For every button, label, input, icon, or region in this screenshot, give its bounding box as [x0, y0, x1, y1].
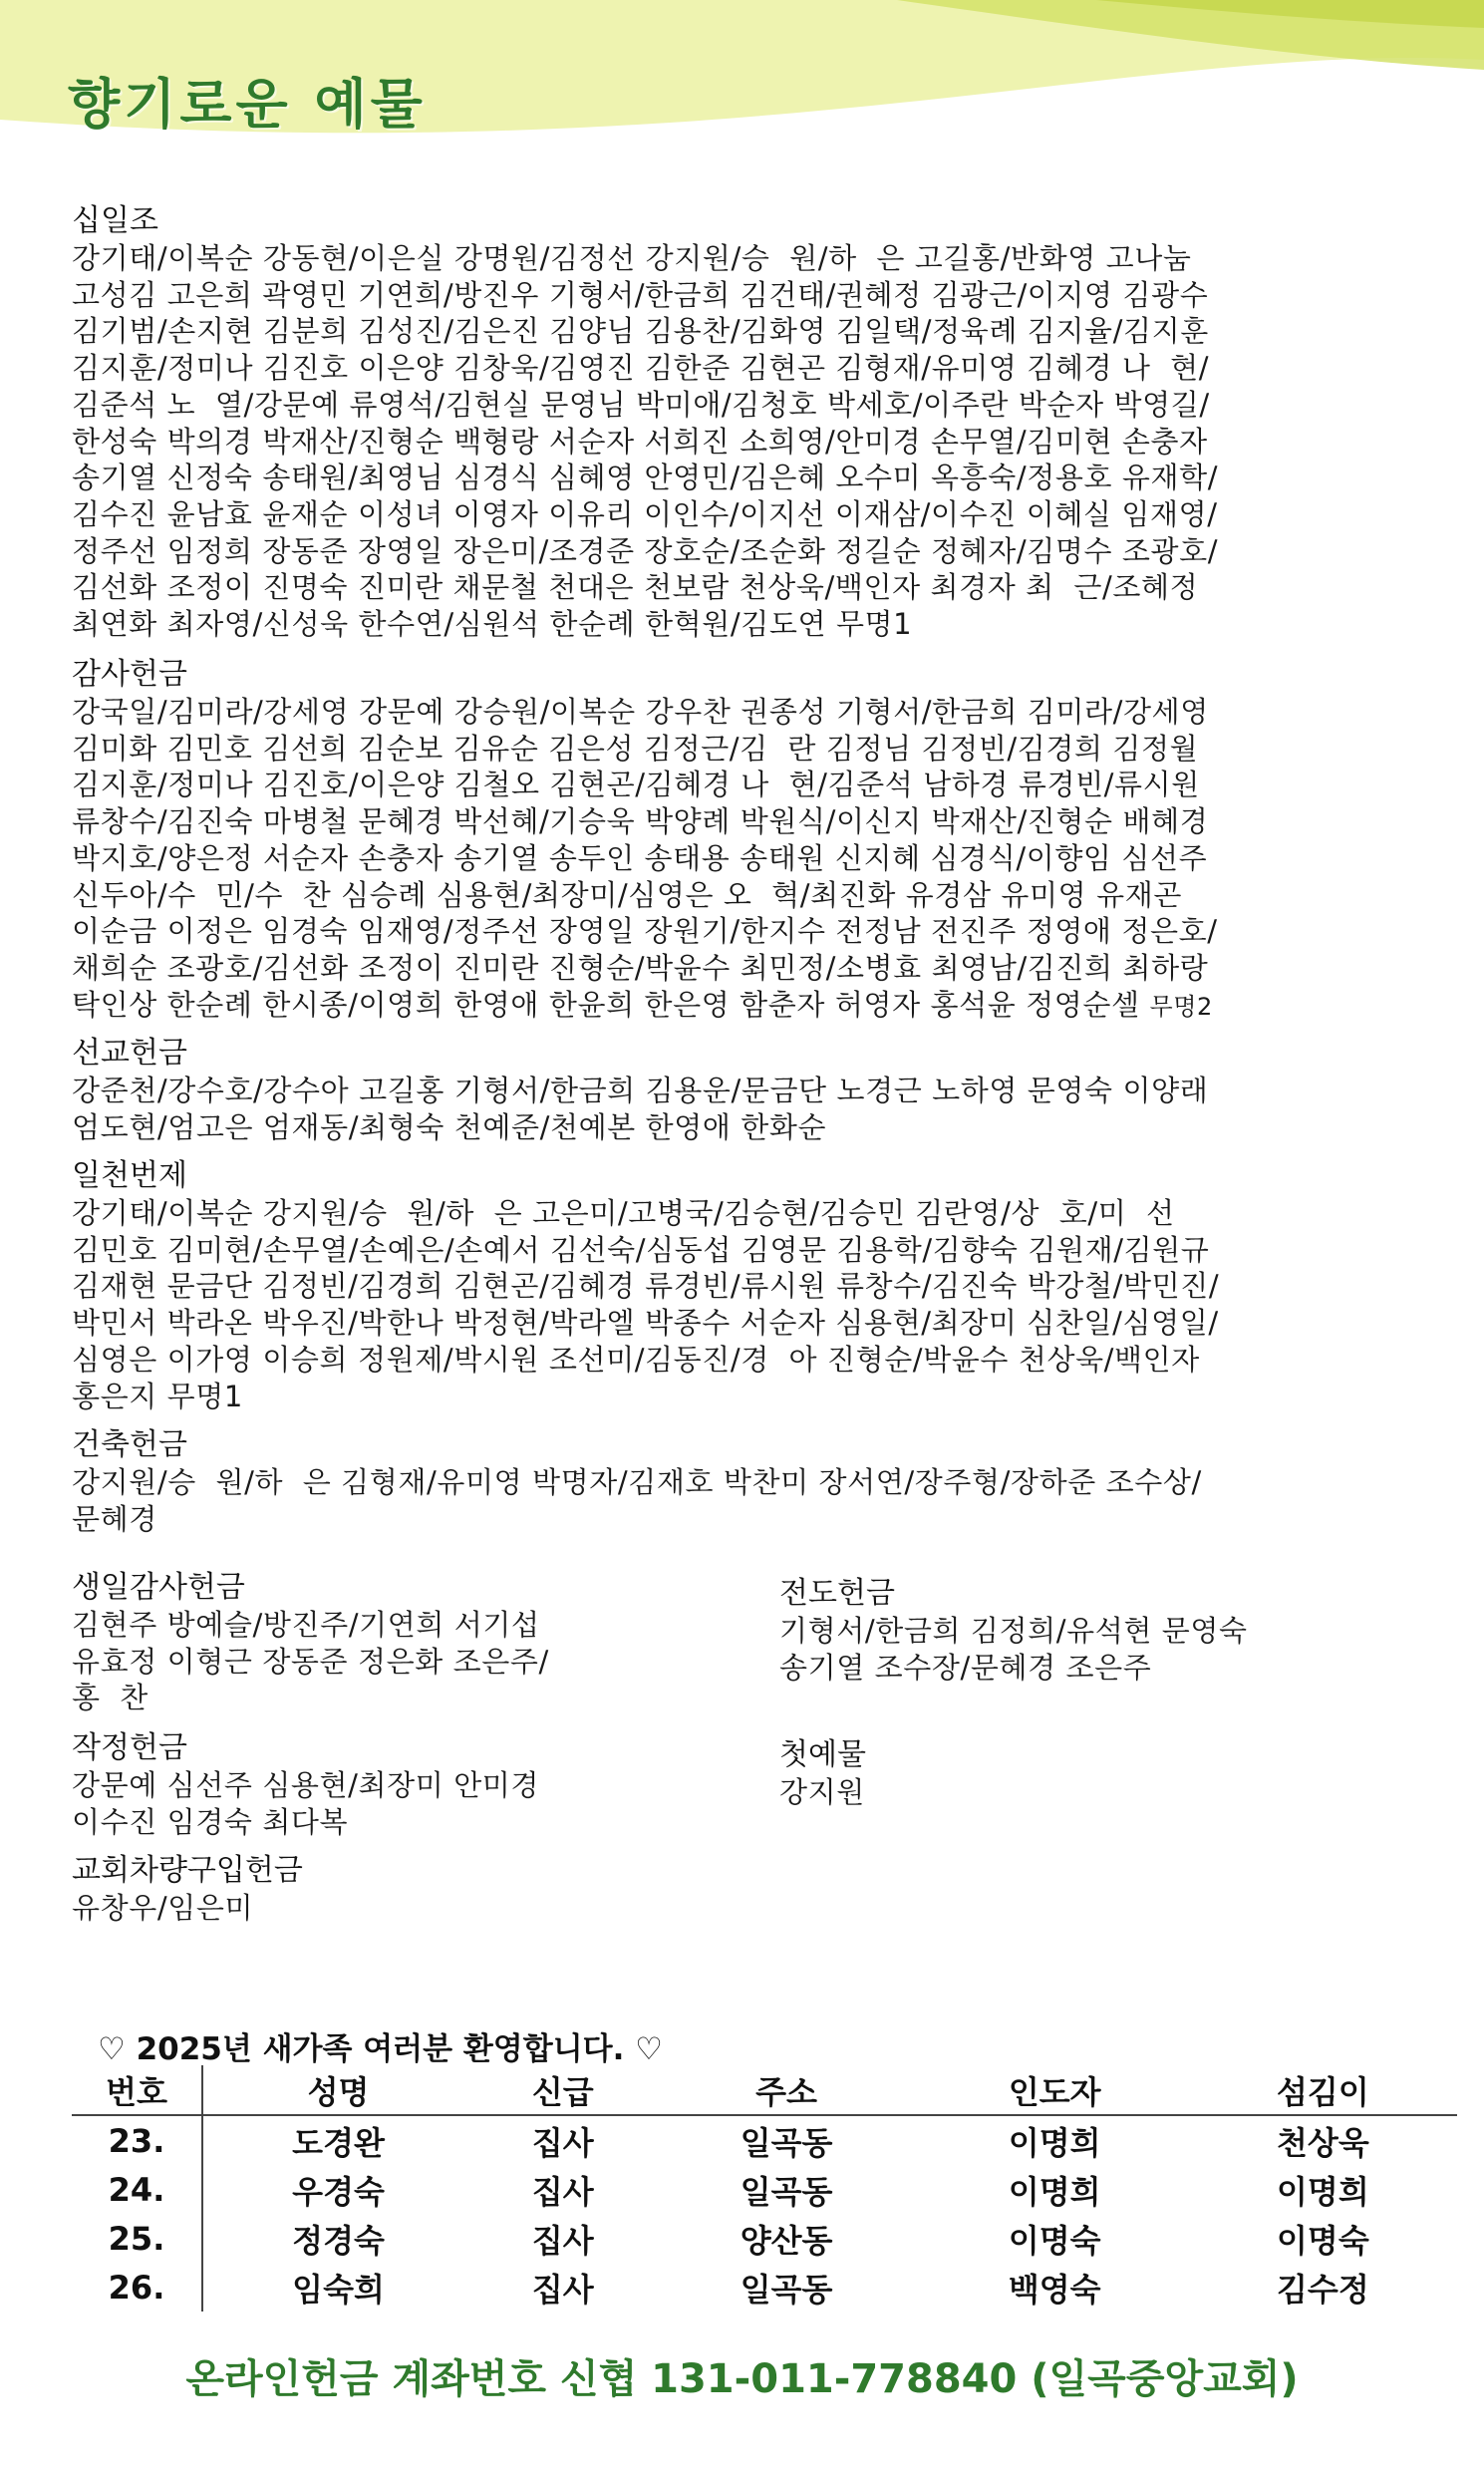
name-line: 문혜경 [72, 1501, 157, 1536]
name-line: 김민호 김미현/손무열/손예은/손예서 김선숙/심동섭 김영문 김용학/김향숙 김원재/김원규 [72, 1232, 1210, 1267]
section-mission [72, 1035, 1208, 1145]
table-cell: 김수정 [1277, 2270, 1369, 2309]
column-header: 신급 [473, 2065, 652, 2115]
table-cell: 일곡동 [740, 2123, 833, 2162]
name-line: 류창수/김진숙 마병철 문혜경 박선혜/기승욱 박양례 박원식/이신지 박재산/진형순 배혜경 [72, 804, 1209, 839]
new-family-table [72, 2065, 1457, 2312]
table-cell: 24. [72, 2165, 202, 2214]
section-vehicle [72, 1852, 303, 1927]
name-line: 송기열 신정숙 송태원/최영님 심경식 심혜영 안영민/김은혜 오수미 옥흥숙/정용호 유재학/ [72, 461, 1219, 495]
name-line: 박민서 박라온 박우진/박한나 박정현/박라엘 박종수 서순자 심용현/최장미 심찬일/심영일/ [72, 1306, 1219, 1341]
name-line: 채희순 조광호/김선화 조정이 진미란 진형순/박윤수 최민정/소병효 최영남/김진희 최하랑 [72, 950, 1209, 985]
section-tithe [72, 202, 1218, 643]
online-offering-account: 온라인헌금 계좌번호 신협 131-011-778840 (일곡중앙교회) [185, 2356, 1299, 2402]
name-line: 유효정 이형근 장동준 정은화 조은주/ [72, 1644, 549, 1679]
name-line: 김현주 방예슬/방진주/기연희 서기섭 [72, 1608, 540, 1642]
section-title: 생일감사헌금 [72, 1570, 245, 1605]
table-cell: 26. [72, 2263, 202, 2312]
name-line: 한성숙 박의경 박재산/진형순 백형랑 서순자 서희진 소희영/안미경 손무열/김미현 손충자 [72, 424, 1208, 459]
section-title: 감사헌금 [72, 657, 187, 692]
column-header: 번호 [72, 2065, 202, 2115]
name-line: 강지원/승 원/하 은 김형재/유미영 박명자/김재호 박찬미 장서연/장주형/장하준 조수상/ [72, 1465, 1202, 1499]
table-row [72, 2165, 1457, 2214]
section-evangelism [779, 1575, 1248, 1686]
name-line: 강지원 [779, 1775, 865, 1809]
section-title: 작정헌금 [72, 1730, 187, 1765]
table-cell: 정경숙 [292, 2221, 385, 2260]
name-line: 엄도현/엄고은 엄재동/최형숙 천예준/천예본 한영애 한화순 [72, 1109, 827, 1144]
table-cell: 임숙희 [292, 2270, 385, 2309]
column-header: 인도자 [921, 2065, 1189, 2115]
section-building [72, 1426, 1202, 1537]
name-line: 홍은지 무명1 [72, 1379, 243, 1413]
table-cell: 도경완 [292, 2123, 385, 2162]
section-one-thousand [72, 1157, 1219, 1414]
name-line: 신두아/수 민/수 찬 심승례 심용현/최장미/심영은 오 혁/최진화 유경삼 유미영 유재곤 [72, 877, 1182, 912]
name-line: 강준천/강수호/강수아 고길홍 기형서/한금희 김용운/문금단 노경근 노하영 문영숙 이양래 [72, 1074, 1209, 1107]
table-row [72, 2263, 1457, 2312]
name-line: 김선화 조정이 진명숙 진미란 채문철 천대은 천보람 천상욱/백인자 최경자 최 근/조혜정 [72, 570, 1199, 605]
column-header: 주소 [652, 2065, 920, 2115]
table-cell: 집사 [531, 2270, 594, 2309]
name-line: 유창우/임은미 [72, 1891, 254, 1925]
name-line [72, 987, 1218, 1026]
table-cell: 양산동 [740, 2221, 833, 2260]
section-title: 선교헌금 [72, 1036, 187, 1071]
section-title: 건축헌금 [72, 1427, 187, 1462]
table-cell: 우경숙 [292, 2172, 385, 2211]
name-line: 김지훈/정미나 김진호/이은양 김철오 김현곤/김혜경 나 현/김준석 남하경 류경빈/류시원 [72, 768, 1200, 802]
table-row [72, 2214, 1457, 2263]
name-line: 김지훈/정미나 김진호 이은양 김창욱/김영진 김한준 김현곤 김형재/유미영 김혜경 나 현/ [72, 351, 1210, 386]
name-line: 강기태/이복순 강지원/승 원/하 은 고은미/고병국/김승현/김승민 김란영/상 호/미 선 [72, 1196, 1175, 1230]
section-title: 전도헌금 [779, 1576, 895, 1611]
table-cell: 백영숙 [1008, 2270, 1101, 2309]
page-title: 향기로운 예물 [68, 73, 427, 136]
table-cell: 이명숙 [1008, 2221, 1101, 2260]
section-first-offering [779, 1736, 866, 1811]
anonymous-count: 무명2 [1149, 992, 1213, 1021]
table-cell: 이명숙 [1277, 2221, 1369, 2260]
names-block [72, 240, 1218, 643]
name-line: 이수진 임경숙 최다복 [72, 1804, 349, 1839]
name-line: 송기열 조수장/문혜경 조은주 [779, 1650, 1152, 1685]
table-cell: 일곡동 [740, 2270, 833, 2309]
name-line: 이순금 이정은 임경숙 임재영/정주선 장영일 장원기/한지수 전정남 전진주 정영애 정은호/ [72, 914, 1218, 949]
section-pledge [72, 1729, 539, 1840]
name-line: 김미화 김민호 김선희 김순보 김유순 김은성 김정근/김 란 김정님 김정빈/김경희 김정월 [72, 731, 1199, 766]
name-line: 김재현 문금단 김정빈/김경희 김현곤/김혜경 류경빈/류시원 류창수/김진숙 박강철/박민진/ [72, 1269, 1220, 1304]
name-line: 강국일/김미라/강세영 강문예 강승원/이복순 강우찬 권종성 기형서/한금희 김미라/강세영 [72, 695, 1209, 729]
name-line: 김수진 윤남효 윤재순 이성녀 이영자 이유리 이인수/이지선 이재삼/이수진 이혜실 임재영/ [72, 496, 1218, 531]
table-cell: 천상욱 [1277, 2123, 1369, 2162]
welcome-heading: ♡ 2025년 새가족 여러분 환영합니다. ♡ [98, 2031, 663, 2067]
name-line: 정주선 임정희 장동준 장영일 장은미/조경준 장호순/조순화 정길순 정혜자/김명수 조광호/ [72, 533, 1219, 568]
table-cell: 23. [72, 2115, 202, 2165]
table-cell: 집사 [531, 2123, 594, 2162]
column-header: 성명 [202, 2065, 473, 2115]
name-line: 고성김 고은희 곽영민 기연희/방진우 기형서/한금희 김건태/권혜정 김광근/이지영 김광수 [72, 277, 1209, 312]
name-line: 기형서/한금희 김정희/유석현 문영숙 [779, 1614, 1248, 1648]
section-title: 십일조 [72, 203, 158, 238]
column-header: 섬김이 [1189, 2065, 1457, 2115]
name-line: 김준석 노 열/강문예 류영석/김현실 문영님 박미애/김청호 박세호/이주란 박순자 박영길/ [72, 387, 1210, 422]
table-cell: 이명희 [1277, 2172, 1369, 2211]
name-text: 탁인상 한순례 한시종/이영희 한영애 한윤희 한은영 함춘자 허영자 홍석윤 정영순셀 [72, 987, 1140, 1022]
table-cell: 이명희 [1008, 2172, 1101, 2211]
section-title: 일천번제 [72, 1158, 187, 1193]
table-row [72, 2115, 1457, 2165]
table-cell: 이명희 [1008, 2123, 1101, 2162]
name-line: 박지호/양은정 서순자 손충자 송기열 송두인 송태용 송태원 신지혜 심경식/이향임 심선주 [72, 840, 1208, 875]
table-cell: 일곡동 [740, 2172, 833, 2211]
table-cell: 집사 [531, 2172, 594, 2211]
name-line: 강문예 심선주 심용현/최장미 안미경 [72, 1768, 540, 1802]
name-line: 홍 찬 [72, 1681, 148, 1715]
table-cell: 집사 [531, 2221, 594, 2260]
name-line: 최연화 최자영/신성욱 한수연/심원석 한순례 한혁원/김도연 무명1 [72, 607, 913, 642]
name-line: 강기태/이복순 강동현/이은실 강명원/김정선 강지원/승 원/하 은 고길홍/반화영 고나눔 [72, 241, 1192, 275]
section-title: 첫예물 [779, 1737, 866, 1772]
section-title: 교회차량구입헌금 [72, 1853, 303, 1888]
table-cell: 25. [72, 2214, 202, 2263]
name-line: 심영은 이가영 이승희 정원제/박시원 조선미/김동진/경 아 진형순/박윤수 천상욱/백인자 [72, 1342, 1200, 1377]
name-line: 김기범/손지현 김분희 김성진/김은진 김양님 김용찬/김화영 김일택/정육례 김지율/김지훈 [72, 314, 1209, 349]
section-birthday [72, 1569, 549, 1716]
table-header-row [72, 2065, 1457, 2115]
section-thanks [72, 656, 1218, 1025]
